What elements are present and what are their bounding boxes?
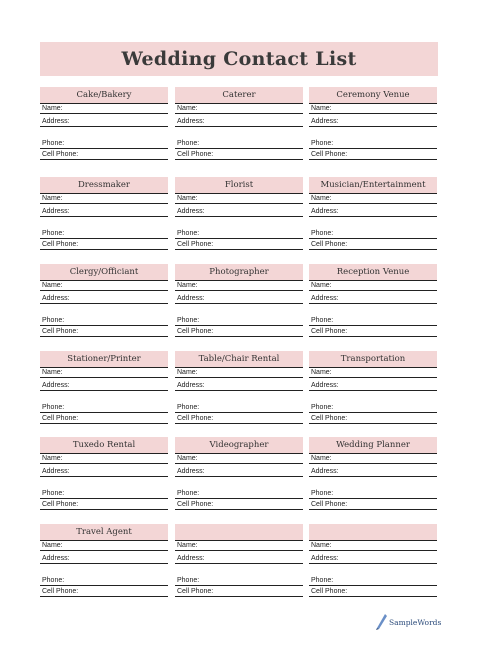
phone-label: Phone:: [311, 139, 334, 147]
card-heading: Videographer: [175, 437, 303, 454]
contact-card: [175, 437, 303, 510]
phone-label: Phone:: [177, 403, 200, 411]
cell-label: Cell Phone:: [42, 500, 79, 508]
name-field[interactable]: [40, 103, 168, 114]
cell-field[interactable]: [175, 239, 303, 250]
card-heading: Stationer/Printer: [40, 351, 168, 368]
address-label: Address:: [42, 381, 70, 389]
address-field[interactable]: [309, 464, 437, 477]
contact-card: [40, 351, 168, 424]
contact-card: [175, 177, 303, 250]
phone-field[interactable]: [175, 217, 303, 239]
cell-field[interactable]: [40, 149, 168, 160]
address-label: Address:: [42, 294, 70, 302]
logo-text: SampleWords: [389, 618, 442, 627]
name-label: Name:: [42, 104, 63, 112]
phone-field[interactable]: [40, 217, 168, 239]
phone-field[interactable]: [309, 217, 437, 239]
phone-field[interactable]: [175, 477, 303, 499]
cell-label: Cell Phone:: [311, 414, 348, 422]
phone-label: Phone:: [177, 229, 200, 237]
address-field[interactable]: [175, 291, 303, 304]
contact-card: [40, 177, 168, 250]
phone-label: Phone:: [42, 229, 65, 237]
cell-label: Cell Phone:: [177, 500, 214, 508]
cell-label: Cell Phone:: [177, 414, 214, 422]
contact-card: [309, 524, 437, 597]
cell-label: Cell Phone:: [177, 150, 214, 158]
cell-field[interactable]: [40, 239, 168, 250]
name-field[interactable]: [309, 367, 437, 378]
address-field[interactable]: [309, 378, 437, 391]
page-title: Wedding Contact List: [121, 48, 357, 70]
cell-label: Cell Phone:: [42, 587, 79, 595]
cell-label: Cell Phone:: [177, 327, 214, 335]
name-label: Name:: [311, 104, 332, 112]
name-field[interactable]: [175, 540, 303, 551]
name-label: Name:: [311, 281, 332, 289]
card-heading: Cake/Bakery: [40, 87, 168, 104]
cell-field[interactable]: [175, 326, 303, 337]
samplewords-logo: [375, 612, 445, 630]
address-label: Address:: [42, 554, 70, 562]
name-field[interactable]: [40, 453, 168, 464]
name-field[interactable]: [309, 280, 437, 291]
name-field[interactable]: [40, 280, 168, 291]
phone-field[interactable]: [40, 391, 168, 413]
address-field[interactable]: [40, 464, 168, 477]
contact-card: [309, 87, 437, 160]
cell-label: Cell Phone:: [311, 240, 348, 248]
phone-label: Phone:: [177, 489, 200, 497]
phone-field[interactable]: [175, 564, 303, 586]
phone-field[interactable]: [175, 304, 303, 326]
phone-field[interactable]: [309, 477, 437, 499]
name-field[interactable]: [40, 367, 168, 378]
card-heading: Wedding Planner: [309, 437, 437, 454]
card-heading: Ceremony Venue: [309, 87, 437, 104]
card-heading: Tuxedo Rental: [40, 437, 168, 454]
name-label: Name:: [42, 541, 63, 549]
address-label: Address:: [42, 467, 70, 475]
address-field[interactable]: [309, 551, 437, 564]
contact-card: [40, 87, 168, 160]
address-field[interactable]: [175, 464, 303, 477]
address-field[interactable]: [175, 114, 303, 127]
phone-field[interactable]: [309, 127, 437, 149]
address-label: Address:: [177, 554, 205, 562]
address-field[interactable]: [175, 551, 303, 564]
phone-field[interactable]: [309, 391, 437, 413]
card-heading: Dressmaker: [40, 177, 168, 194]
address-label: Address:: [177, 294, 205, 302]
card-heading: [309, 524, 437, 541]
contact-card: [309, 264, 437, 337]
name-field[interactable]: [175, 280, 303, 291]
contact-card: [309, 177, 437, 250]
name-label: Name:: [311, 454, 332, 462]
address-field[interactable]: [309, 204, 437, 217]
name-label: Name:: [177, 368, 198, 376]
name-field[interactable]: [175, 453, 303, 464]
phone-field[interactable]: [175, 391, 303, 413]
phone-field[interactable]: [40, 127, 168, 149]
contact-card: [175, 524, 303, 597]
address-field[interactable]: [40, 291, 168, 304]
name-field[interactable]: [175, 193, 303, 204]
name-label: Name:: [42, 454, 63, 462]
cell-field[interactable]: [175, 149, 303, 160]
phone-field[interactable]: [40, 564, 168, 586]
phone-label: Phone:: [42, 489, 65, 497]
contact-card: [175, 351, 303, 424]
cell-label: Cell Phone:: [311, 587, 348, 595]
address-label: Address:: [42, 117, 70, 125]
cell-field[interactable]: [175, 499, 303, 510]
cell-label: Cell Phone:: [311, 500, 348, 508]
cell-field[interactable]: [40, 586, 168, 597]
name-label: Name:: [177, 454, 198, 462]
phone-label: Phone:: [42, 316, 65, 324]
card-heading: Table/Chair Rental: [175, 351, 303, 368]
address-field[interactable]: [175, 204, 303, 217]
address-field[interactable]: [40, 551, 168, 564]
cell-field[interactable]: [309, 149, 437, 160]
cell-label: Cell Phone:: [42, 150, 79, 158]
phone-field[interactable]: [40, 304, 168, 326]
address-label: Address:: [42, 207, 70, 215]
name-field[interactable]: [309, 103, 437, 114]
name-label: Name:: [42, 368, 63, 376]
cell-field[interactable]: [40, 499, 168, 510]
phone-field[interactable]: [309, 304, 437, 326]
contact-card: [40, 437, 168, 510]
address-label: Address:: [311, 381, 339, 389]
card-heading: Clergy/Officiant: [40, 264, 168, 281]
cell-label: Cell Phone:: [177, 240, 214, 248]
title-band: [40, 42, 438, 76]
card-heading: Musician/Entertainment: [309, 177, 437, 194]
name-field[interactable]: [309, 453, 437, 464]
cell-field[interactable]: [309, 239, 437, 250]
name-label: Name:: [311, 541, 332, 549]
phone-label: Phone:: [311, 316, 334, 324]
phone-label: Phone:: [177, 576, 200, 584]
phone-field[interactable]: [40, 477, 168, 499]
contact-card: [309, 437, 437, 510]
phone-label: Phone:: [311, 403, 334, 411]
name-label: Name:: [42, 281, 63, 289]
name-field[interactable]: [309, 540, 437, 551]
card-heading: Photographer: [175, 264, 303, 281]
contact-card: [40, 264, 168, 337]
cell-field[interactable]: [309, 499, 437, 510]
phone-label: Phone:: [42, 403, 65, 411]
cell-field[interactable]: [40, 413, 168, 424]
phone-label: Phone:: [42, 139, 65, 147]
cell-field[interactable]: [309, 413, 437, 424]
card-heading: Reception Venue: [309, 264, 437, 281]
phone-label: Phone:: [42, 576, 65, 584]
phone-field[interactable]: [309, 564, 437, 586]
cell-label: Cell Phone:: [42, 414, 79, 422]
address-field[interactable]: [309, 114, 437, 127]
address-field[interactable]: [40, 114, 168, 127]
address-label: Address:: [177, 467, 205, 475]
name-field[interactable]: [175, 367, 303, 378]
phone-label: Phone:: [177, 316, 200, 324]
phone-label: Phone:: [311, 229, 334, 237]
name-label: Name:: [311, 194, 332, 202]
phone-label: Phone:: [311, 576, 334, 584]
contact-card: [309, 351, 437, 424]
cell-field[interactable]: [175, 413, 303, 424]
cell-field[interactable]: [309, 586, 437, 597]
name-label: Name:: [177, 104, 198, 112]
cell-field[interactable]: [40, 326, 168, 337]
phone-label: Phone:: [311, 489, 334, 497]
phone-field[interactable]: [175, 127, 303, 149]
cell-field[interactable]: [175, 586, 303, 597]
name-field[interactable]: [309, 193, 437, 204]
card-heading: Florist: [175, 177, 303, 194]
contact-card: [175, 264, 303, 337]
name-label: Name:: [311, 368, 332, 376]
cell-label: Cell Phone:: [42, 240, 79, 248]
address-label: Address:: [311, 207, 339, 215]
cell-label: Cell Phone:: [311, 150, 348, 158]
cell-label: Cell Phone:: [42, 327, 79, 335]
name-field[interactable]: [40, 193, 168, 204]
address-field[interactable]: [40, 378, 168, 391]
contact-card: [175, 87, 303, 160]
address-field[interactable]: [40, 204, 168, 217]
address-label: Address:: [311, 117, 339, 125]
pen-nib-icon: [375, 612, 389, 630]
address-field[interactable]: [309, 291, 437, 304]
card-heading: Travel Agent: [40, 524, 168, 541]
card-heading: Transportation: [309, 351, 437, 368]
cell-field[interactable]: [309, 326, 437, 337]
phone-label: Phone:: [177, 139, 200, 147]
card-heading: [175, 524, 303, 541]
address-label: Address:: [177, 381, 205, 389]
address-label: Address:: [311, 294, 339, 302]
name-field[interactable]: [175, 103, 303, 114]
card-heading: Caterer: [175, 87, 303, 104]
cell-label: Cell Phone:: [311, 327, 348, 335]
address-label: Address:: [177, 117, 205, 125]
contact-card: [40, 524, 168, 597]
name-label: Name:: [177, 281, 198, 289]
address-label: Address:: [177, 207, 205, 215]
address-label: Address:: [311, 554, 339, 562]
name-label: Name:: [177, 541, 198, 549]
name-label: Name:: [42, 194, 63, 202]
address-field[interactable]: [175, 378, 303, 391]
name-label: Name:: [177, 194, 198, 202]
address-label: Address:: [311, 467, 339, 475]
cell-label: Cell Phone:: [177, 587, 214, 595]
name-field[interactable]: [40, 540, 168, 551]
